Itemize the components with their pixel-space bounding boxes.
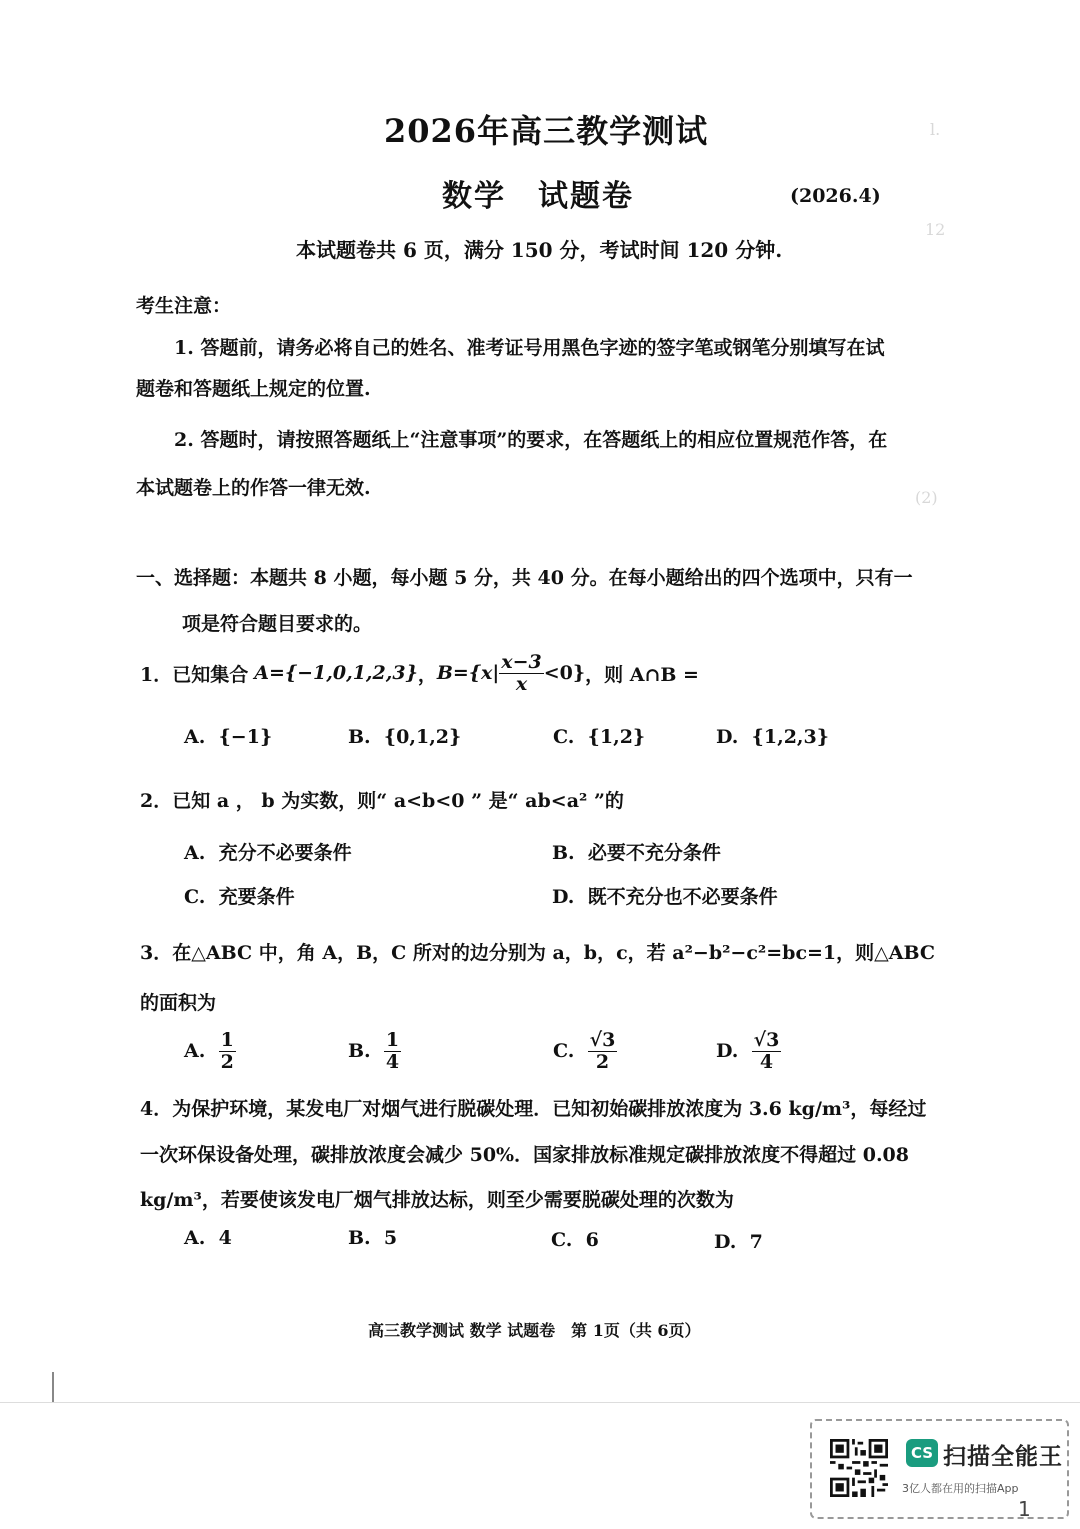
option-label: A. — [184, 1040, 206, 1063]
option-label: C. — [551, 1229, 573, 1251]
option-value: 充要条件 — [218, 886, 295, 908]
exam-info: 本试题卷共 6 页，满分 150 分，考试时间 120 分钟. — [296, 238, 783, 262]
scanner-brand-name: 扫描全能王 — [943, 1444, 1063, 1470]
question-3-line-1: 3．在△ABC 中，角 A，B，C 所对的边分别为 a，b，c，若 a²−b²−c²=bc=1，则△ABC — [140, 942, 936, 964]
q4-option-d — [714, 1231, 763, 1253]
scan-edge-divider — [0, 1402, 1080, 1403]
q1-tail: ，则 A∩B = — [585, 663, 699, 686]
q1-option-c — [553, 726, 645, 748]
q2-option-c — [184, 882, 295, 909]
exam-title: 2026年高三教学测试 — [384, 112, 709, 150]
q4-option-c — [551, 1229, 599, 1251]
section-1-heading-cont: 项是符合题目要求的。 — [182, 613, 373, 635]
q1-option-d — [716, 726, 829, 748]
q3-option-c — [553, 1030, 617, 1073]
q3-option-b — [348, 1030, 401, 1073]
q4-option-a — [184, 1227, 232, 1249]
q1-comma: ， — [417, 663, 437, 686]
option-value: 6 — [585, 1229, 599, 1251]
option-fraction — [588, 1030, 618, 1073]
q2-option-b — [552, 838, 721, 865]
question-4-line-2: 一次环保设备处理，碳排放浓度会减少 50%．国家排放标准规定碳排放浓度不得超过 0.08 — [140, 1144, 910, 1166]
option-label: B. — [552, 842, 575, 864]
option-fraction — [384, 1030, 401, 1073]
option-label: C. — [553, 1040, 575, 1063]
q3-option-d — [716, 1030, 781, 1073]
q1-frac-num: x−3 — [501, 651, 542, 673]
option-label: D. — [552, 886, 575, 908]
option-label: D. — [716, 726, 739, 748]
exam-date: (2026.4) — [790, 185, 881, 207]
question-2: 2．已知 a ， b 为实数，则“ a<b<0 ” 是“ ab<a² ”的 — [140, 790, 624, 812]
option-value: 既不充分也不必要条件 — [587, 886, 778, 908]
option-label: B. — [348, 726, 371, 748]
option-label: D. — [716, 1040, 739, 1063]
option-value: {1,2} — [587, 726, 646, 748]
option-value: 7 — [749, 1231, 763, 1253]
q2-option-d — [552, 882, 778, 909]
page-footer: 高三教学测试 数学 试题卷 第 1页（共 6页） — [368, 1321, 701, 1340]
q1-frac-den: x — [515, 672, 528, 695]
option-value: 4 — [218, 1227, 232, 1249]
notice-item-1-line-1: 1. 答题前，请务必将自己的姓名、准考证号用黑色字迹的签字笔或钢笔分别填写在试 — [174, 337, 885, 359]
option-value: 5 — [383, 1227, 398, 1249]
q1-option-a — [184, 726, 272, 748]
q2-option-a — [184, 838, 352, 865]
scan-artifact-mark — [52, 1372, 54, 1402]
notice-item-2-line-2: 本试题卷上的作答一律无效. — [136, 477, 371, 499]
option-label: C. — [184, 886, 206, 908]
q1-set-b-close: <0} — [543, 662, 586, 685]
question-4-line-1: 4．为保护环境，某发电厂对烟气进行脱碳处理．已知初始碳排放浓度为 3.6 kg/m³，每经过 — [140, 1098, 927, 1120]
option-label: A. — [184, 726, 206, 748]
option-label: C. — [553, 726, 575, 748]
section-1-heading: 一、选择题：本题共 8 小题，每小题 5 分，共 40 分。在每小题给出的四个选项中，只有一 — [136, 567, 913, 589]
camscanner-logo-icon: CS — [906, 1439, 938, 1467]
bleed-mark: (2) — [915, 488, 938, 507]
q1-set-a: A={−1,0,1,2,3} — [254, 662, 418, 685]
bleed-mark: l. — [930, 120, 941, 139]
question-4-line-3: kg/m³，若要使该发电厂烟气排放达标，则至少需要脱碳处理的次数为 — [140, 1189, 734, 1211]
option-label: D. — [714, 1231, 737, 1253]
notice-heading: 考生注意： — [136, 295, 232, 317]
scan-page-number: 1 — [1018, 1497, 1031, 1521]
q1-option-b — [348, 726, 461, 748]
exam-subtitle: 数学 试题卷 — [442, 179, 634, 214]
option-label: A. — [184, 842, 206, 864]
option-fraction — [752, 1030, 782, 1073]
fraction-denominator: 2 — [220, 1050, 234, 1073]
option-value: 必要不充分条件 — [587, 842, 721, 864]
fraction-numerator: 1 — [220, 1029, 234, 1051]
notice-item-1-line-2: 题卷和答题纸上规定的位置. — [136, 378, 371, 400]
option-value: 充分不必要条件 — [218, 842, 352, 864]
option-fraction — [219, 1030, 236, 1073]
fraction-numerator: √3 — [589, 1029, 616, 1051]
bleed-mark: 12 — [925, 220, 946, 239]
option-label: B. — [348, 1040, 371, 1063]
qr-code-icon — [830, 1439, 888, 1497]
q1-set-b-open: B={x| — [436, 662, 500, 685]
option-label: B. — [348, 1227, 371, 1249]
option-value: {1,2,3} — [751, 726, 829, 748]
question-1 — [140, 652, 699, 695]
q4-option-b — [348, 1227, 397, 1249]
fraction-denominator: 4 — [759, 1050, 774, 1073]
fraction-denominator: 4 — [385, 1050, 400, 1073]
fraction-numerator: √3 — [753, 1029, 780, 1051]
option-value: {−1} — [218, 726, 273, 748]
option-label: A. — [184, 1227, 206, 1249]
fraction-numerator: 1 — [385, 1029, 400, 1051]
option-value: {0,1,2} — [383, 726, 462, 748]
notice-item-2-line-1: 2. 答题时，请按照答题纸上“注意事项”的要求，在答题纸上的相应位置规范作答，在 — [174, 429, 888, 451]
q1-prefix: 1．已知集合 — [140, 663, 249, 686]
q3-option-a — [184, 1030, 236, 1073]
question-3-line-2: 的面积为 — [140, 992, 217, 1014]
fraction-denominator: 2 — [595, 1050, 610, 1073]
q1-fraction — [499, 652, 543, 695]
scanner-tagline: 3亿人都在用的扫描App — [902, 1482, 1019, 1495]
